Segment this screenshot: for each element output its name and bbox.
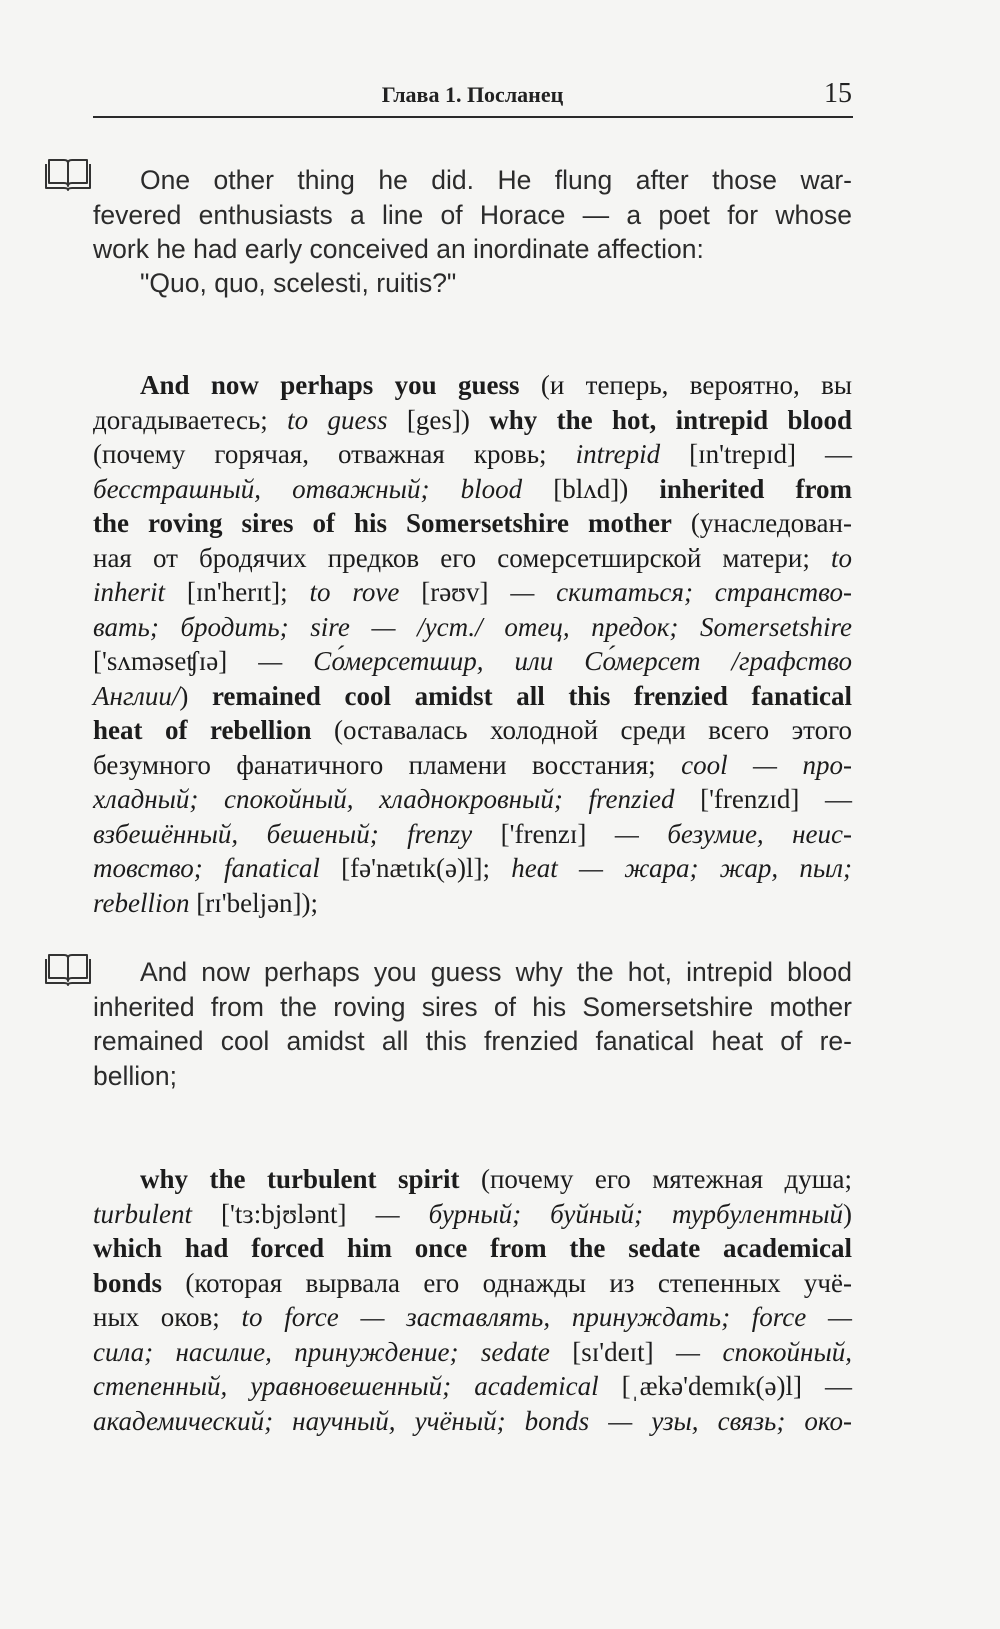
text-line-content	[93, 1231, 852, 1266]
text-run: "Quo, quo, scelesti, ruitis?"	[140, 268, 457, 298]
book-icon	[44, 952, 92, 986]
text-line	[93, 1266, 852, 1301]
text-run: fevered enthusiasts a line of Horace — a poet for whose	[93, 199, 852, 230]
text-line-content	[93, 644, 852, 679]
text-run: (почему горячая, отважная кровь;	[93, 439, 576, 469]
text-line	[93, 1162, 852, 1197]
text-run: догадываетесь;	[93, 404, 288, 435]
paragraph-original-english	[93, 955, 852, 1093]
italic-text: to force — заставлять, принуждать; force —	[241, 1302, 852, 1332]
text-line-content	[140, 163, 852, 198]
italic-text: — безумие, неис-	[614, 818, 852, 849]
text-run: [sɪ'deɪt]	[549, 1336, 677, 1367]
text-line-content	[140, 368, 852, 403]
bold-text: why the turbulent spirit	[140, 1164, 460, 1194]
text-line	[93, 1335, 852, 1370]
text-line-content	[93, 437, 852, 472]
italic-text: to	[830, 542, 852, 573]
italic-text: товство; fanatical	[93, 853, 320, 883]
italic-text: — бурный; буйный; турбулентный	[375, 1198, 843, 1229]
bold-text: And now perhaps you guess	[140, 370, 520, 400]
italic-text: intrepid	[575, 439, 661, 469]
text-line-content	[140, 1162, 852, 1197]
text-line	[93, 817, 852, 852]
text-line-content	[93, 575, 852, 610]
bold-text: why the hot, intrepid blood	[489, 404, 852, 435]
text-line-content	[93, 1059, 177, 1094]
bold-text: remained cool amidst all this frenzied fanatical	[211, 680, 852, 711]
text-line	[93, 851, 852, 886]
text-line-content	[93, 1300, 852, 1335]
italic-text: хладный; спокойный, хладнокровный; frenzied	[93, 784, 675, 814]
text-line	[93, 1300, 852, 1335]
text-run: work he had early conceived an inordinate affection:	[93, 234, 704, 264]
italic-text: rebellion	[93, 887, 190, 918]
bold-text: inherited from	[659, 473, 852, 504]
text-run: [rɪ'beljən]);	[189, 887, 319, 918]
text-run: (оставалась холодной среди всего этого	[311, 715, 852, 745]
text-run: [ges])	[387, 404, 490, 435]
text-line-content	[93, 1266, 852, 1301]
header-rule	[93, 116, 853, 118]
text-line-content	[93, 817, 852, 852]
bold-text: the roving sires of his Somersetshire mother	[93, 508, 672, 538]
text-line-content	[93, 1197, 852, 1232]
bold-text: which had forced him once from the sedate academical	[93, 1233, 852, 1263]
text-line-content	[93, 1369, 852, 1404]
paragraph-latin-quote	[93, 266, 852, 301]
text-line-content	[93, 506, 852, 541]
text-run: [fə'nætɪk(ə)l];	[319, 853, 512, 883]
italic-text: to guess	[287, 404, 388, 435]
text-run: (унаследован-	[671, 508, 852, 538]
text-run: ['frenzɪd] —	[674, 784, 852, 814]
italic-text: — спокойный,	[676, 1336, 852, 1367]
text-run: )	[179, 680, 212, 711]
paragraph-annotated-translation	[93, 368, 852, 920]
italic-text: сила; насилие, принуждение; sedate	[93, 1336, 550, 1367]
text-line	[93, 679, 852, 714]
italic-text: — Со́мерсетшир, или Со́мерсет /графство	[258, 646, 852, 676]
italic-text: бесстрашный, отважный; blood	[93, 473, 523, 504]
text-line	[93, 782, 852, 817]
text-run: bellion;	[93, 1060, 177, 1091]
text-line	[93, 506, 852, 541]
text-line-content	[93, 748, 852, 783]
text-run: безумного фанатичного пламени восстания;	[93, 749, 682, 780]
text-line	[93, 955, 852, 990]
text-line-content	[93, 679, 852, 714]
running-header-chapter: Глава 1. Посланец	[381, 82, 564, 107]
paragraph-annotated-translation	[93, 1162, 852, 1438]
text-line	[93, 472, 852, 507]
text-run: ['tɜ:bjʊlənt]	[192, 1198, 376, 1229]
text-line	[93, 990, 852, 1025]
italic-text: inherit	[93, 577, 165, 607]
text-line-content	[93, 541, 852, 576]
text-line-content	[93, 472, 852, 507]
text-run: (почему его мятежная душа;	[459, 1164, 852, 1194]
text-run: (которая вырвала его однажды из степенных учё-	[162, 1267, 852, 1298]
text-line	[93, 644, 852, 679]
text-line	[93, 1369, 852, 1404]
page-number: 15	[824, 78, 852, 109]
text-line	[93, 163, 852, 198]
text-line	[93, 1404, 852, 1439]
text-line	[93, 403, 852, 438]
text-line-content	[93, 713, 852, 748]
text-run: [ɪn'trepɪd] —	[660, 439, 852, 469]
text-run: And now perhaps you guess why the hot, intrepid blood	[140, 957, 852, 987]
text-line-content	[140, 266, 456, 301]
text-run: inherited from the roving sires of his Somersetshire mother	[93, 991, 852, 1022]
text-line-content	[140, 955, 852, 990]
italic-text: академический; научный, учёный; bonds — узы, связь; око-	[93, 1405, 852, 1436]
paragraph-original-english	[93, 163, 852, 267]
text-line	[93, 1231, 852, 1266]
text-line-content	[93, 886, 318, 921]
text-run: remained cool amidst all this frenzied fanatical heat of re-	[93, 1026, 852, 1056]
italic-text: turbulent	[93, 1198, 192, 1229]
text-line	[93, 232, 852, 267]
text-line	[93, 1197, 852, 1232]
italic-text: вать; бродить; sire — /уст./ отец, предок; Somersetshire	[93, 611, 852, 642]
text-line-content	[93, 403, 852, 438]
italic-text: heat — жара; жар, пыл;	[511, 853, 852, 883]
italic-text: степенный, уравновешенный; academical	[93, 1371, 599, 1401]
text-run: One other thing he did. He flung after those war-	[140, 165, 852, 195]
text-line	[93, 886, 852, 921]
text-line	[93, 368, 852, 403]
italic-text: to rove	[309, 577, 400, 607]
text-line-content	[93, 610, 852, 645]
text-line-content	[93, 1024, 852, 1059]
text-line-content	[93, 1335, 852, 1370]
text-line-content	[93, 198, 852, 233]
text-line-content	[93, 990, 852, 1025]
text-line-content	[93, 782, 852, 817]
text-run: )	[843, 1198, 852, 1229]
text-line	[93, 198, 852, 233]
text-run: [rəʊv]	[399, 577, 511, 607]
italic-text: взбешённый, бешеный; frenzy	[93, 818, 473, 849]
text-run: [ˌækə'demɪk(ə)l] —	[598, 1371, 852, 1401]
text-line	[93, 1024, 852, 1059]
book-icon	[44, 157, 92, 191]
italic-text: Англии/	[93, 680, 180, 711]
text-line	[93, 575, 852, 610]
text-line	[93, 266, 852, 301]
text-run: ['sʌməseʧɪə]	[93, 646, 259, 676]
text-run: ных оков;	[93, 1302, 242, 1332]
text-run: [blʌd])	[522, 473, 660, 504]
text-line-content	[93, 1404, 852, 1439]
text-line-content	[93, 851, 852, 886]
text-line	[93, 610, 852, 645]
bold-text: heat of rebellion	[93, 715, 312, 745]
italic-text: cool — про-	[681, 749, 852, 780]
text-line	[93, 1059, 852, 1094]
text-line-content	[93, 232, 704, 267]
text-run: (и теперь, вероятно, вы	[519, 370, 852, 400]
text-line	[93, 437, 852, 472]
text-line	[93, 713, 852, 748]
text-run: [ɪn'herɪt];	[165, 577, 310, 607]
italic-text: — скитаться; странство-	[510, 577, 852, 607]
text-run: ['frenzɪ]	[472, 818, 615, 849]
text-line	[93, 541, 852, 576]
bold-text: bonds	[93, 1267, 163, 1298]
text-line	[93, 748, 852, 783]
text-run: ная от бродячих предков его сомерсетширской матери;	[93, 542, 831, 573]
